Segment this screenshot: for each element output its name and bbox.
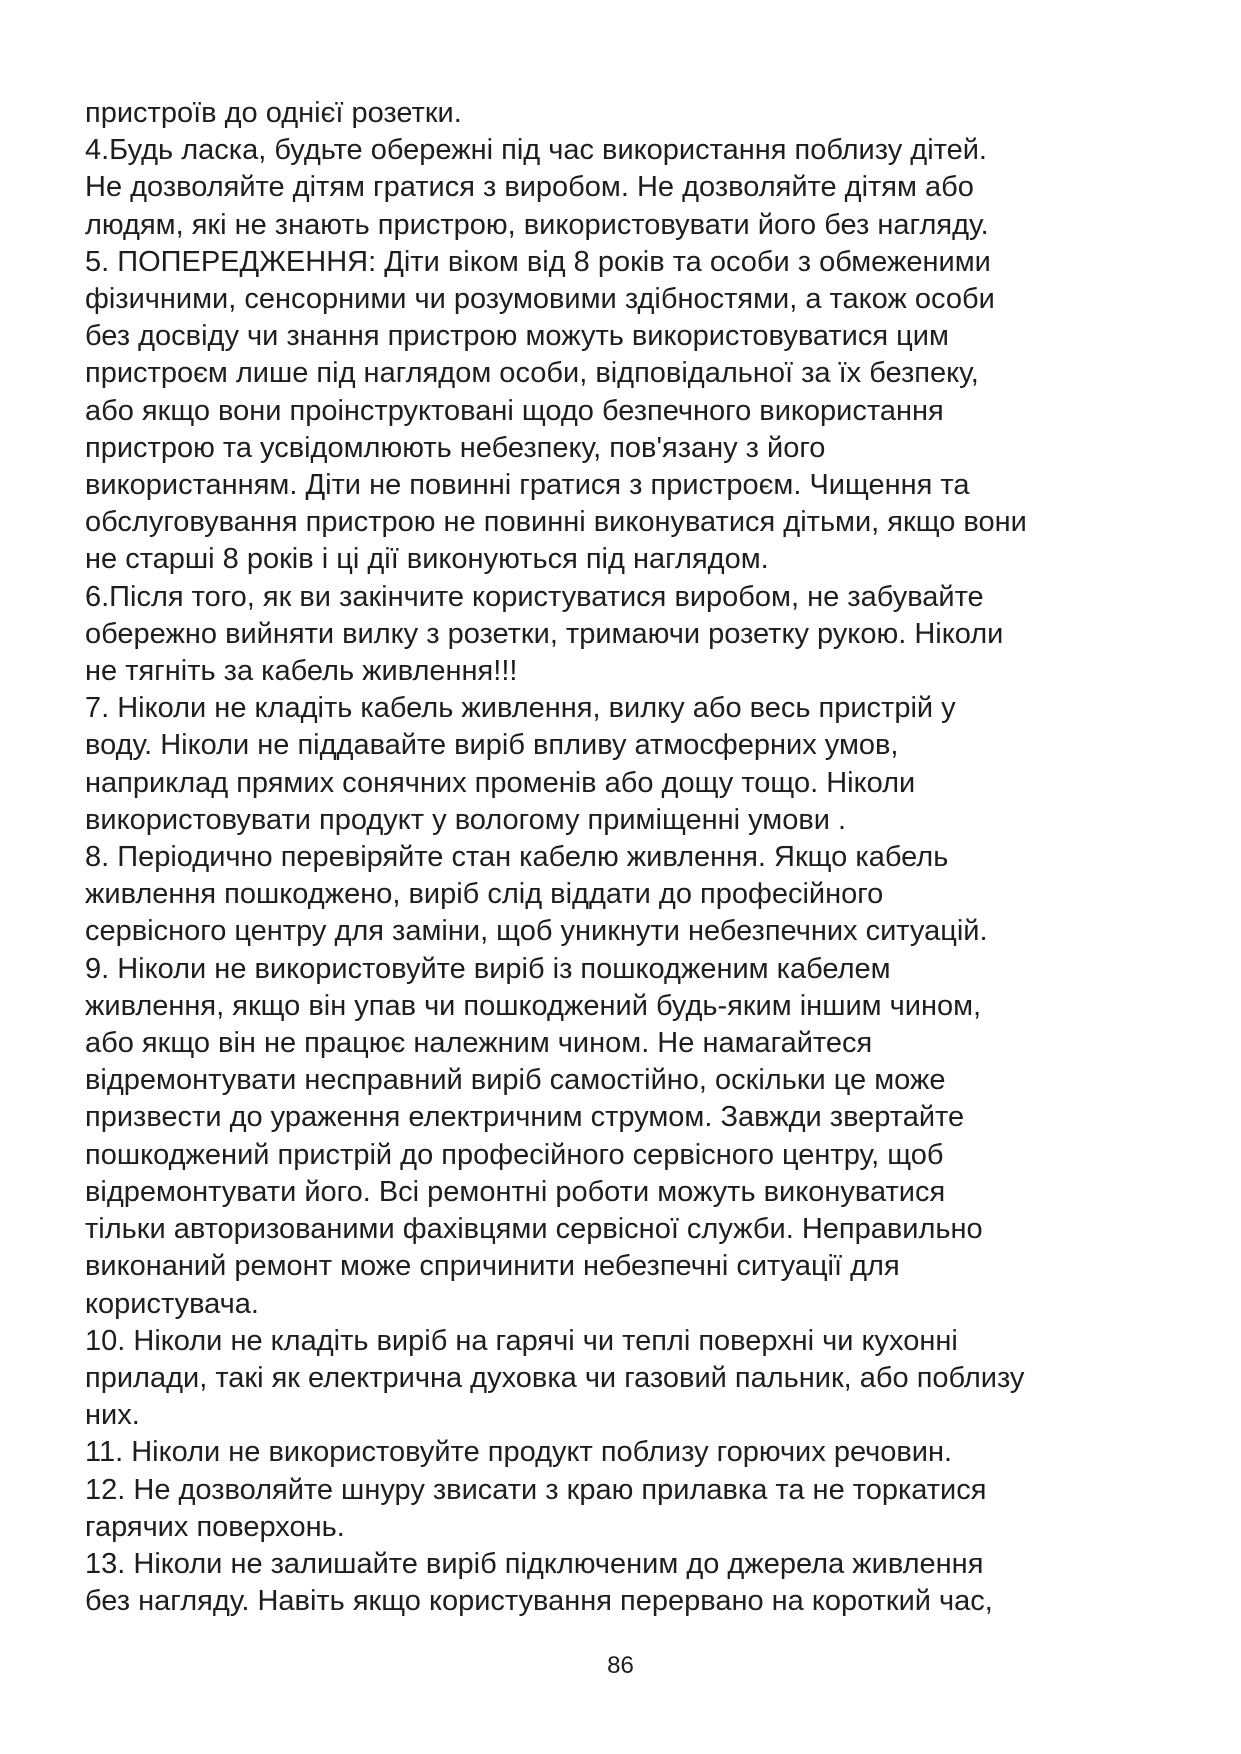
text-line: використанням. Діти не повинні гратися з пристроєм. Чищення та (85, 469, 970, 502)
text-line: без нагляду. Навіть якщо користування перервано на короткий час, (85, 1585, 993, 1618)
text-line: 4.Будь ласка, будьте обережні під час використання поблизу дітей. (85, 134, 987, 167)
text-line: 7. Ніколи не кладіть кабель живлення, вилку або весь пристрій у (85, 692, 956, 725)
manual-text-body (85, 95, 1185, 1620)
text-line: пошкоджений пристрій до професійного сервісного центру, щоб (85, 1138, 944, 1171)
text-line: без досвіду чи знання пристрою можуть використовуватися цим (85, 320, 949, 353)
text-line: 12. Не дозволяйте шнуру звисати з краю прилавка та не торкатися (85, 1473, 987, 1506)
text-line: 13. Ніколи не залишайте виріб підключеним до джерела живлення (85, 1547, 984, 1580)
text-line: відремонтувати його. Всі ремонтні роботи можуть виконуватися (85, 1175, 946, 1208)
text-line: людям, які не знають пристрою, використовувати його без нагляду. (85, 208, 989, 241)
page-number: 86 (607, 1652, 634, 1679)
text-line: Не дозволяйте дітям гратися з виробом. Не дозволяйте дітям або (85, 171, 974, 204)
text-line: фізичними, сенсорними чи розумовими здібностями, а також особи (85, 283, 995, 316)
text-line: 9. Ніколи не використовуйте виріб із пошкодженим кабелем (85, 952, 891, 985)
text-line: або якщо вони проінструктовані щодо безпечного використання (85, 394, 944, 427)
text-line: 10. Ніколи не кладіть виріб на гарячі чи теплі поверхні чи кухонні (85, 1324, 958, 1357)
text-line: пристроєм лише під наглядом особи, відповідальної за їх безпеку, (85, 357, 979, 390)
text-line: 11. Ніколи не використовуйте продукт поблизу горючих речовин. (85, 1436, 953, 1469)
text-line: пристрою та усвідомлюють небезпеку, пов'язану з його (85, 431, 826, 464)
text-line: відремонтувати несправний виріб самостійно, оскільки це може (85, 1064, 946, 1097)
text-line: використовувати продукт у вологому приміщенні умови . (85, 803, 847, 836)
text-line: користувача. (85, 1287, 259, 1320)
text-line: 8. Періодично перевіряйте стан кабелю живлення. Якщо кабель (85, 841, 949, 874)
text-line: пристроїв до однієї розетки. (85, 97, 462, 129)
text-line: наприклад прямих сонячних променів або дощу тощо. Ніколи (85, 766, 916, 799)
text-line: прилади, такі як електрична духовка чи газовий пальник, або поблизу (85, 1361, 1025, 1394)
text-line: або якщо він не працює належним чином. Не намагайтеся (85, 1027, 873, 1060)
text-line: не старші 8 років і ці дії виконуються під наглядом. (85, 543, 769, 576)
text-line: воду. Ніколи не піддавайте виріб впливу атмосферних умов, (85, 729, 899, 762)
text-line: 5. ПОПЕРЕДЖЕННЯ: Діти віком від 8 років та особи з обмеженими (85, 245, 991, 278)
text-line: живлення пошкоджено, виріб слід віддати до професійного (85, 878, 884, 911)
text-line: живлення, якщо він упав чи пошкоджений будь-яким іншим чином, (85, 989, 982, 1022)
text-line: призвести до ураження електричним струмом. Завжди звертайте (85, 1101, 965, 1134)
text-line: гарячих поверхонь. (85, 1510, 345, 1543)
text-line: сервісного центру для заміни, щоб уникнути небезпечних ситуацій. (85, 915, 988, 948)
text-line: тільки авторизованими фахівцями сервісної служби. Неправильно (85, 1213, 983, 1246)
text-line: обслуговування пристрою не повинні виконуватися дітьми, якщо вони (85, 506, 1027, 539)
text-line: обережно вийняти вилку з розетки, тримаючи розетку рукою. Ніколи (85, 617, 1004, 650)
text-line: виконаний ремонт може спричинити небезпечні ситуації для (85, 1250, 900, 1283)
text-line: 6.Після того, як ви закінчите користуватися виробом, не забувайте (85, 580, 984, 613)
text-line: не тягніть за кабель живлення!!! (85, 655, 518, 688)
text-line: них. (85, 1399, 140, 1432)
